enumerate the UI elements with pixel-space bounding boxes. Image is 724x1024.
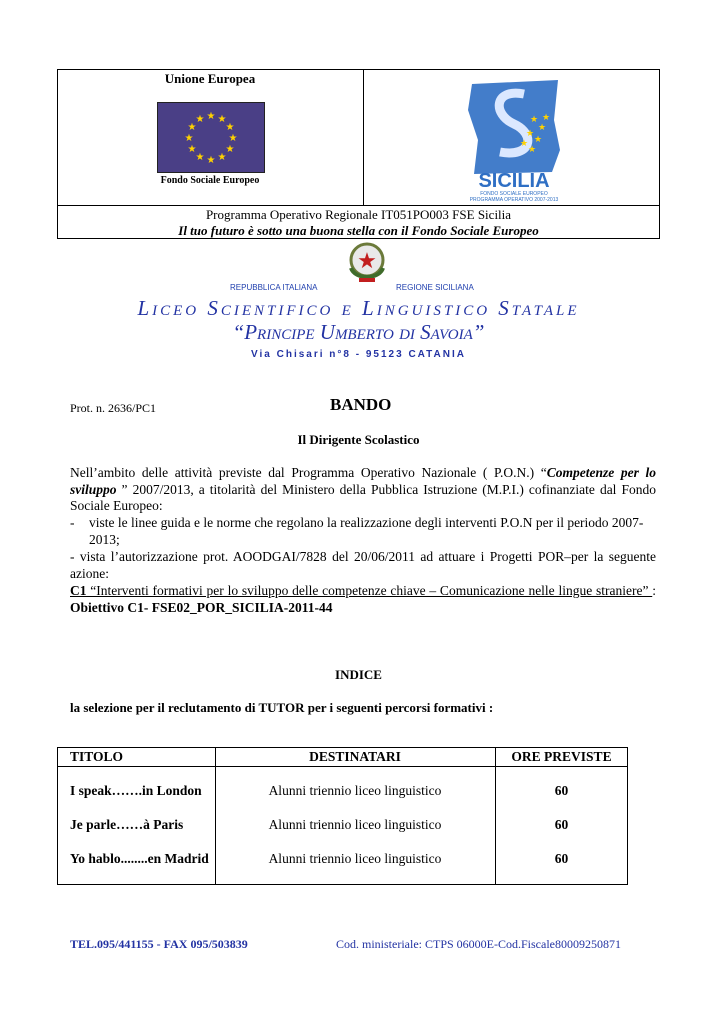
svg-text:★: ★ [225, 144, 235, 155]
table-cell-title: Je parle……à Paris [70, 817, 184, 832]
action-paragraph [70, 583, 656, 616]
republic-label: REPUBBLICA ITALIANA [230, 283, 318, 292]
selection-text: la selezione per il reclutamento di TUTOR per i seguenti percorsi formativi : [70, 700, 494, 715]
header-divider [57, 205, 660, 206]
table-cell-recipients: Alunni triennio liceo linguistico [268, 817, 442, 832]
svg-text:★: ★ [217, 114, 227, 125]
table-cell-title: Yo hablo........en Madrid [70, 851, 209, 866]
svg-text:★: ★ [206, 111, 216, 122]
sicilia-logo-sub: PROGRAMMA OPERATIVO 2007-2013 [469, 197, 559, 202]
table-divider [57, 766, 628, 767]
eu-subtitle: Fondo Sociale Europeo [160, 175, 260, 186]
svg-text:★: ★ [184, 133, 194, 144]
section-heading: INDICE [335, 667, 382, 682]
svg-text:★: ★ [527, 144, 537, 154]
programme-slogan: Il tuo futuro è sotto una buona stella con il Fondo Sociale Europeo [178, 223, 539, 238]
issuer: Il Dirigente Scolastico [297, 432, 420, 447]
sicilia-logo-sub: FONDO SOCIALE EUROPEO [480, 191, 548, 197]
table-header-hours: ORE PREVISTE [511, 749, 612, 764]
footer-codes: Cod. ministeriale: CTPS 06000E-Cod.Fiscale80009250871 [336, 937, 621, 951]
text-span: ” 2007/2013, a titolarità del Ministero della Pubblica Istruzione (M.P.I.) cofinanziate dal Fondo Sociale Europeo: [70, 481, 656, 514]
table-cell-recipients: Alunni triennio liceo linguistico [268, 783, 442, 798]
svg-text:★: ★ [519, 138, 529, 148]
svg-text:★: ★ [195, 152, 205, 163]
italian-emblem-icon [341, 238, 393, 286]
text-span: Nell’ambito delle attività previste dal Programma Operativo Nazionale ( P.O.N.) “ [70, 465, 547, 480]
school-name: Liceo Scientifico e Linguistico Statale [137, 296, 580, 320]
programme-name: Programma Operativo Regionale IT051PO003 FSE Sicilia [205, 207, 512, 222]
text-span: : [652, 583, 656, 598]
eu-title: Unione Europea [164, 71, 256, 86]
protocol-number: Prot. n. 2636/PC1 [70, 401, 157, 415]
svg-text:★: ★ [187, 122, 197, 133]
svg-text:★: ★ [533, 134, 543, 144]
table-cell-recipients: Alunni triennio liceo linguistico [268, 851, 442, 866]
action-text: “Interventi formativi per lo sviluppo delle competenze chiave – Comunicazione nelle lingue straniere” [86, 583, 653, 598]
bullet-dash: - [70, 515, 75, 530]
footer-phone: TEL.095/441155 - FAX 095/503839 [70, 937, 248, 951]
table-cell-title: I speak…….in London [70, 783, 202, 798]
svg-text:★: ★ [537, 122, 547, 132]
svg-text:★: ★ [529, 114, 539, 124]
svg-text:★: ★ [206, 155, 216, 166]
school-address: Via Chisari n°8 - 95123 CATANIA [251, 349, 466, 360]
school-name-sub: “Principe Umberto di Savoia” [232, 320, 485, 344]
sicilia-logo-text: SICILIA [478, 170, 550, 192]
table-header-title: TITOLO [70, 749, 124, 764]
svg-text:★: ★ [217, 152, 227, 163]
list-item-text: viste le linee guida e le norme che regolano la realizzazione degli interventi P.O.N per il periodo 2007-2013; [89, 515, 644, 547]
svg-text:★: ★ [187, 144, 197, 155]
paragraph [70, 465, 656, 515]
table-cell-hours: 60 [554, 817, 569, 832]
header-divider [363, 69, 364, 205]
programme-title: Competenze per lo sviluppo [70, 465, 656, 497]
action-code: C1 [70, 583, 87, 598]
svg-text:★: ★ [225, 122, 235, 133]
svg-text:★: ★ [525, 128, 535, 138]
svg-text:★: ★ [357, 248, 377, 273]
document-title: BANDO [330, 395, 392, 414]
eu-flag-logo [157, 102, 265, 173]
table-cell-hours: 60 [554, 783, 569, 798]
region-label: REGIONE SICILIANA [396, 283, 474, 292]
svg-text:★: ★ [541, 112, 551, 122]
table-cell-hours: 60 [554, 851, 569, 866]
sicilia-fse-logo [464, 80, 564, 202]
action-objective: Obiettivo C1- FSE02_POR_SICILIA-2011-44 [70, 599, 333, 615]
svg-text:★: ★ [228, 133, 238, 144]
table-header-recipients: DESTINATARI [309, 749, 401, 764]
svg-text:★: ★ [195, 114, 205, 125]
paragraph: - vista l’autorizzazione prot. AOODGAI/7828 del 20/06/2011 ad attuare i Progetti POR–per la seguente azione: [70, 549, 656, 581]
